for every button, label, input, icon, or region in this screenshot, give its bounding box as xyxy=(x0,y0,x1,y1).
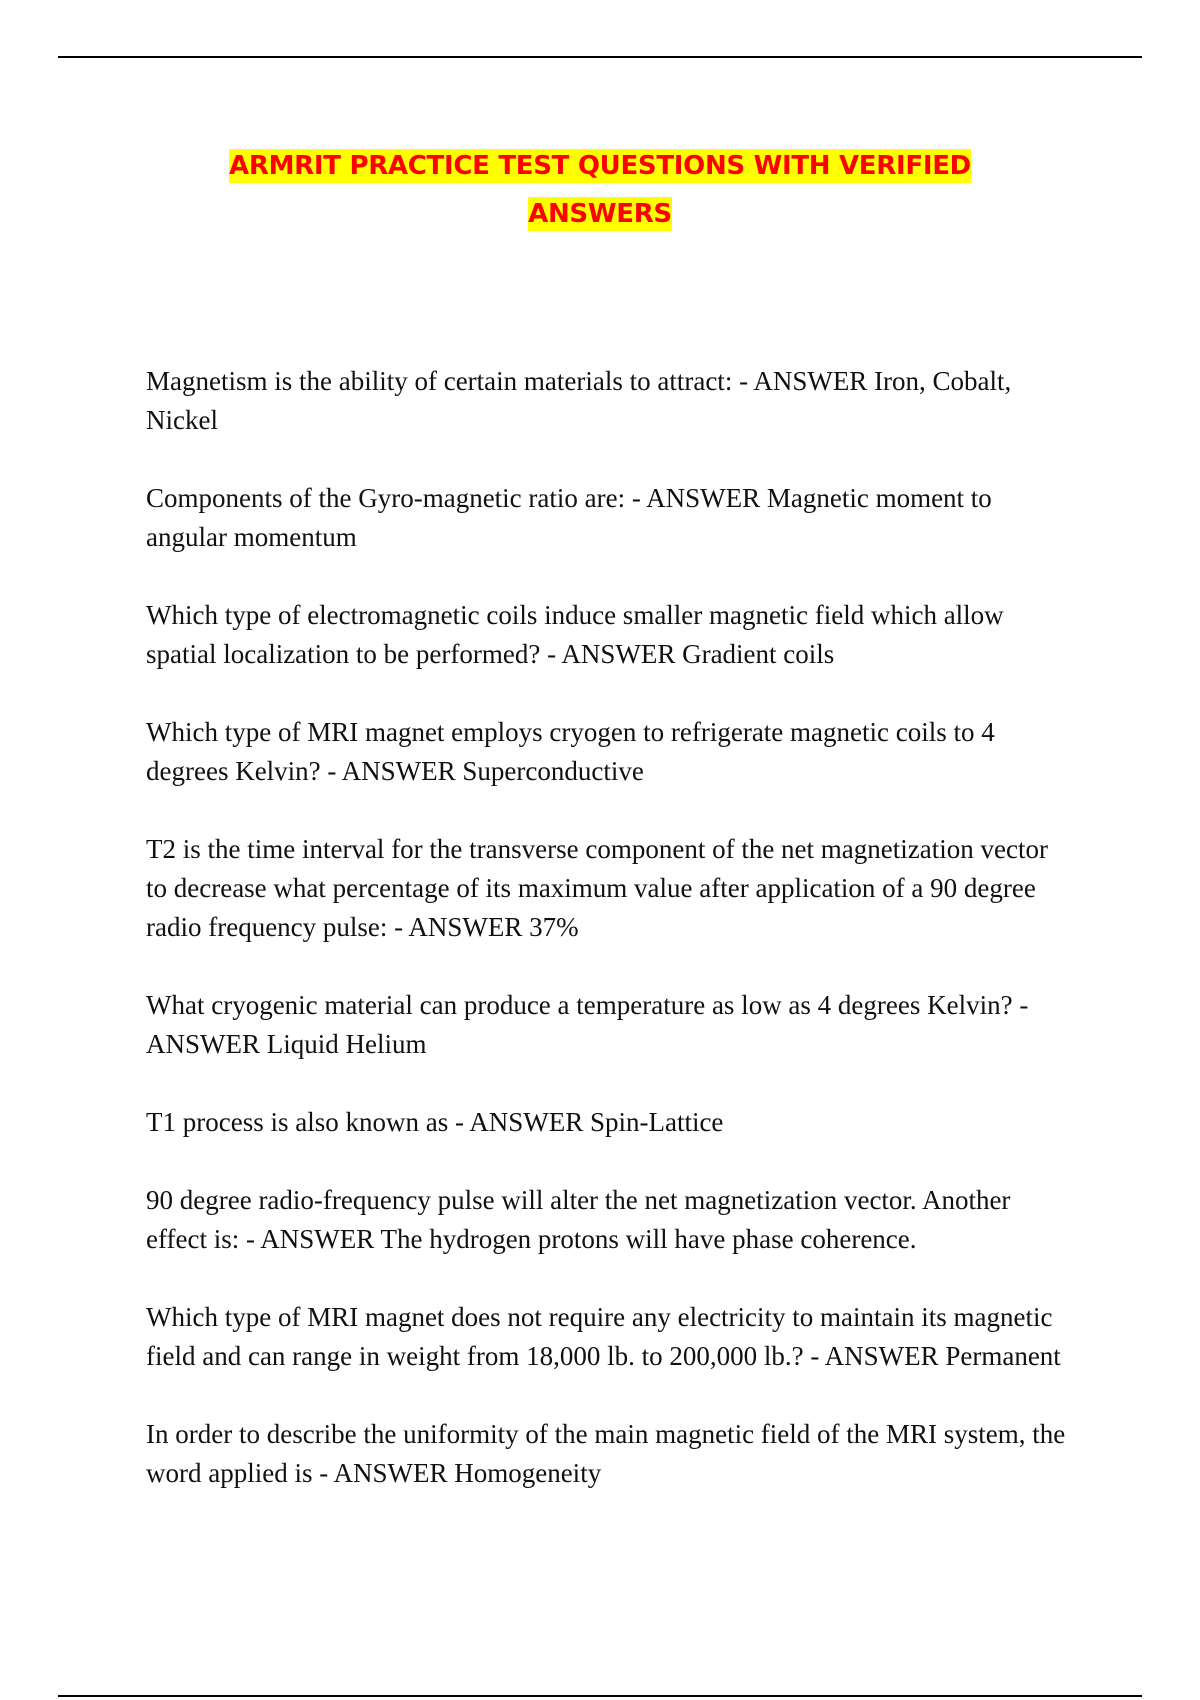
page-title xyxy=(0,142,1200,238)
title-line-1: ARMRIT PRACTICE TEST QUESTIONS WITH VERIFIED xyxy=(229,151,971,181)
qa-item-6: What cryogenic material can produce a temperature as low as 4 degrees Kelvin? - ANSWER Liquid Helium xyxy=(146,990,1029,1059)
qa-item-5: T2 is the time interval for the transverse component of the net magnetization vector to decrease what percentage of its maximum value after application of a 90 degree radio frequency pulse: - ANSWER 37% xyxy=(146,834,1048,942)
qa-item-2: Components of the Gyro-magnetic ratio are: - ANSWER Magnetic moment to angular momentum xyxy=(146,483,992,552)
top-rule xyxy=(58,56,1142,58)
title-line-2: ANSWERS xyxy=(528,199,672,229)
qa-item-4: Which type of MRI magnet employs cryogen to refrigerate magnetic coils to 4 degrees Kelvin? - ANSWER Superconductive xyxy=(146,717,995,786)
qa-item-9: Which type of MRI magnet does not require any electricity to maintain its magnetic field and can range in weight from 18,000 lb. to 200,000 lb.? - ANSWER Permanent xyxy=(146,1302,1061,1371)
qa-item-8: 90 degree radio-frequency pulse will alter the net magnetization vector. Another effect is: - ANSWER The hydrogen protons will have phase coherence. xyxy=(146,1185,1011,1254)
qa-list xyxy=(146,362,1066,1532)
qa-item-3: Which type of electromagnetic coils induce smaller magnetic field which allow spatial localization to be performed? - ANSWER Gradient coils xyxy=(146,600,1004,669)
bottom-rule xyxy=(58,1695,1142,1697)
qa-item-1: Magnetism is the ability of certain materials to attract: - ANSWER Iron, Cobalt, Nickel xyxy=(146,366,1012,435)
qa-item-7: T1 process is also known as - ANSWER Spin-Lattice xyxy=(146,1107,724,1137)
qa-item-10: In order to describe the uniformity of the main magnetic field of the MRI system, the word applied is - ANSWER Homogeneity xyxy=(146,1419,1066,1488)
